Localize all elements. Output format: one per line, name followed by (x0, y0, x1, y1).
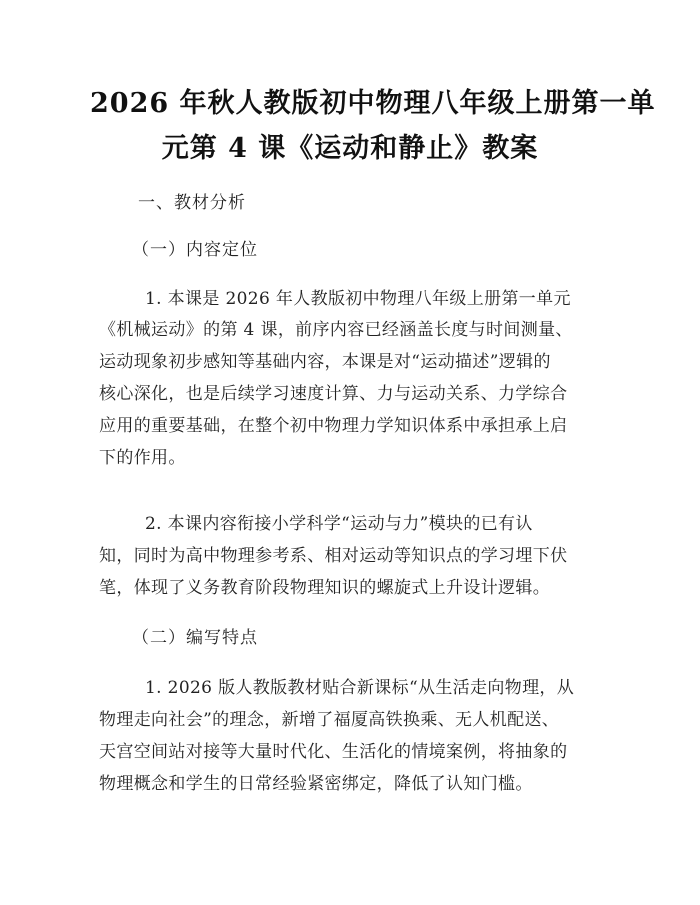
paragraph-line: 知，同时为高中物理参考系、相对运动等知识点的学习埋下伏 (99, 546, 568, 566)
paragraph-line: 1. 2026 版人教版教材贴合新课标“从生活走向物理，从 (145, 678, 575, 698)
section-heading-textbook-analysis: 一、教材分析 (138, 193, 246, 213)
paragraph-line: 《机械运动》的第 4 课，前序内容已经涵盖长度与时间测量、 (99, 320, 573, 340)
title-line-1: 2026 年秋人教版初中物理八年级上册第一单 (90, 88, 656, 119)
title-line-2: 元第 4 课《运动和静止》教案 (161, 133, 539, 164)
subsection-heading-writing-features: （二）编写特点 (132, 628, 258, 648)
subsection-heading-content-positioning: （一）内容定位 (132, 240, 258, 260)
paragraph-line: 物理概念和学生的日常经验紧密绑定，降低了认知门槛。 (99, 774, 533, 794)
paragraph-line: 核心深化，也是后续学习速度计算、力与运动关系、力学综合 (99, 384, 568, 404)
paragraph-line: 天宫空间站对接等大量时代化、生活化的情境案例，将抽象的 (99, 742, 568, 762)
paragraph-line: 运动现象初步感知等基础内容，本课是对“运动描述”逻辑的 (99, 352, 551, 372)
paragraph-line: 笔，体现了义务教育阶段物理知识的螺旋式上升设计逻辑。 (99, 578, 551, 598)
paragraph-line: 下的作用。 (99, 448, 186, 468)
paragraph-line: 1. 本课是 2026 年人教版初中物理八年级上册第一单元 (145, 289, 571, 309)
paragraph-line: 物理走向社会”的理念，新增了福厦高铁换乘、无人机配送、 (99, 710, 560, 730)
paragraph-line: 应用的重要基础，在整个初中物理力学知识体系中承担承上启 (99, 416, 568, 436)
paragraph-line: 2. 本课内容衔接小学科学“运动与力”模块的已有认 (145, 514, 533, 534)
